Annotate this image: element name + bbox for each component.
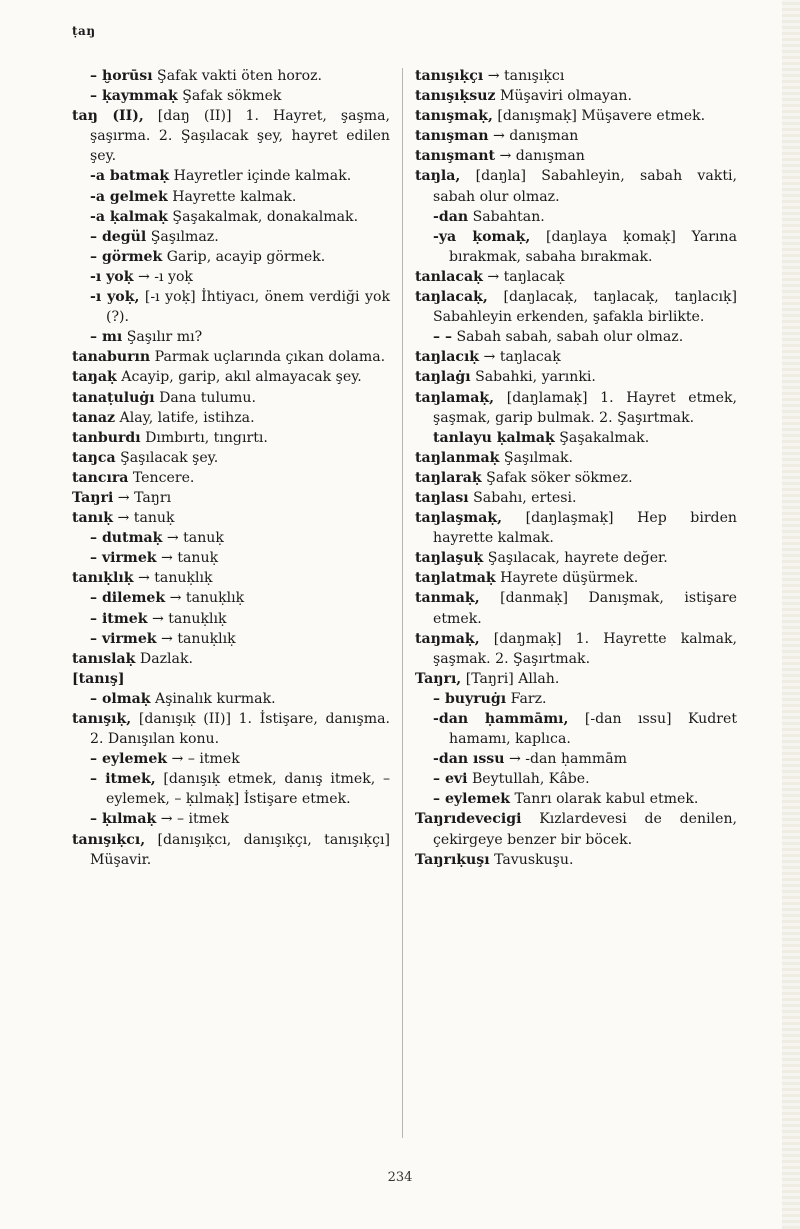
dictionary-entry — [72, 408, 390, 428]
entry-definition: Şaşakalmak, donakalmak. — [167, 208, 359, 225]
dictionary-entry — [415, 146, 737, 166]
entry-definition: → tanuḳlıḳ — [133, 570, 213, 587]
dictionary-entry — [72, 669, 390, 689]
entry-definition: Alay, latife, istihza. — [115, 409, 255, 426]
running-head: ṭaŋ — [72, 24, 96, 38]
entry-headword: – eylemek — [90, 751, 168, 768]
entry-definition: Şaşılır mı? — [122, 329, 203, 346]
entry-headword: tanaṭuluġı — [72, 389, 155, 406]
entry-definition: Şaşılacak, hayrete değer. — [483, 550, 668, 567]
entry-definition: Tanrı olarak kabul etmek. — [510, 791, 699, 808]
entry-definition: [daŋlaya ḳomaḳ] Yarına bırakmak, sabaha bırakmak. — [449, 228, 737, 265]
entry-definition: [-dan ıssu] Kudret hamamı, kaplıca. — [449, 711, 737, 748]
entry-headword: – degül — [90, 228, 147, 245]
dictionary-entry — [72, 367, 390, 387]
entry-headword: -a gelmek — [90, 188, 168, 205]
entry-headword: – itmek — [90, 610, 148, 627]
entry-headword: -ı yoḳ, — [90, 289, 140, 306]
page-edge-texture — [782, 0, 800, 1229]
dictionary-entry — [72, 86, 390, 106]
entry-headword: taŋaḳ — [72, 369, 117, 386]
dictionary-entry — [415, 287, 737, 327]
entry-headword: tanışıḳçı — [415, 68, 484, 84]
page-number: 234 — [387, 1170, 413, 1185]
dictionary-entry — [415, 809, 737, 849]
entry-definition: Tavuskuşu. — [489, 851, 574, 868]
entry-headword: tanıḳlıḳ — [72, 570, 134, 587]
dictionary-entry — [72, 227, 390, 247]
entry-definition: Garip, acayip görmek. — [162, 248, 326, 265]
dictionary-entry — [72, 267, 390, 287]
entry-headword: tanaburın — [72, 349, 151, 366]
entry-definition: [daŋla] Sabahleyin, sabah vakti, sabah olur olmaz. — [433, 168, 737, 205]
dictionary-entry — [72, 609, 390, 629]
entry-headword: taŋlaġı — [415, 369, 471, 386]
dictionary-entry — [72, 709, 390, 749]
dictionary-entry — [72, 388, 390, 408]
dictionary-entry — [72, 769, 390, 809]
entry-headword: tanıḳ — [72, 510, 114, 527]
entry-definition: [-ı yoḳ] İhtiyacı, önem verdiği yok (?). — [106, 289, 390, 326]
entry-headword: -dan ḥammāmı, — [433, 711, 569, 727]
dictionary-entry — [415, 789, 737, 809]
entry-headword: taŋ (II), — [72, 108, 144, 125]
entry-headword: tanışıḳcı, — [72, 831, 146, 848]
entry-definition: → tanuḳlıḳ — [156, 630, 236, 647]
dictionary-entry — [415, 508, 737, 548]
entry-definition: [danmaḳ] Danışmak, istişare etmek. — [433, 590, 737, 627]
entry-definition: Beytullah, Kâbe. — [467, 771, 590, 788]
dictionary-entry — [72, 568, 390, 588]
dictionary-entry — [72, 66, 390, 86]
entry-headword: – evi — [433, 771, 468, 788]
entry-headword: taŋlacıḳ — [415, 349, 480, 366]
entry-headword: – dutmaḳ — [90, 530, 163, 547]
entry-headword: – ḳılmaḳ — [90, 811, 157, 828]
dictionary-entry — [415, 388, 737, 428]
entry-headword: Taŋrıdevecigi — [415, 811, 522, 828]
dictionary-entry — [415, 126, 737, 146]
entry-headword: taŋlacaḳ, — [415, 289, 488, 306]
entry-headword: taŋlatmaḳ — [415, 570, 496, 587]
entry-headword: – ḳaymmaḳ — [90, 88, 178, 105]
entry-definition: → tanuḳ — [156, 550, 219, 567]
entry-headword: tanaz — [72, 409, 116, 426]
entry-definition: → taŋlacaḳ — [479, 349, 561, 366]
entry-definition: → tanuḳ — [162, 530, 224, 547]
entry-definition: → – itmek — [156, 811, 229, 828]
column-divider — [402, 68, 403, 1138]
entry-headword: -a ḳalmaḳ — [90, 208, 168, 225]
entry-definition: Acayip, garip, akıl almayacak şey. — [116, 369, 362, 386]
entry-headword: – virmek — [90, 630, 157, 647]
entry-headword: Taŋrıḳuşı — [415, 851, 490, 868]
entry-definition: Şafak vakti öten horoz. — [152, 68, 323, 84]
dictionary-entry — [415, 327, 737, 347]
entry-headword: – eylemek — [433, 791, 511, 808]
dictionary-entry — [72, 106, 390, 166]
entry-headword: [tanış] — [72, 670, 125, 687]
dictionary-entry — [415, 448, 737, 468]
entry-headword: tancıra — [72, 469, 129, 486]
entry-definition: [danışıḳ (II)] 1. İstişare, danışma. 2. Danışılan konu. — [90, 711, 390, 748]
dictionary-entry — [415, 709, 737, 749]
dictionary-entry — [415, 166, 737, 206]
dictionary-entry — [415, 488, 737, 508]
entry-headword: taŋla, — [415, 168, 461, 185]
entry-definition: Şaşılacak şey. — [115, 449, 219, 466]
entry-definition: [danışıḳcı, danışıḳçı, tanışıḳçı] Müşavir. — [90, 831, 390, 868]
dictionary-entry — [415, 347, 737, 367]
dictionary-entry — [72, 287, 390, 327]
entry-definition: Hayrette kalmak. — [167, 188, 297, 205]
entry-headword: – görmek — [90, 248, 163, 265]
entry-definition: Şafak söker sökmez. — [481, 469, 633, 486]
entry-headword: – buyruġı — [433, 690, 507, 707]
dictionary-entry — [72, 749, 390, 769]
entry-headword: taŋlanmaḳ — [415, 449, 500, 466]
entry-definition: Sabahki, yarınki. — [470, 369, 596, 386]
entry-headword: tanmaḳ, — [415, 590, 480, 607]
entry-headword: tanışıḳsuz — [415, 88, 496, 105]
dictionary-entry — [72, 166, 390, 186]
entry-headword: tanlayu ḳalmaḳ — [433, 429, 555, 446]
dictionary-entry — [72, 548, 390, 568]
entry-headword: tanışman — [415, 128, 489, 145]
entry-headword: – ḫorūsı — [90, 68, 153, 84]
entry-definition: Dazlak. — [135, 650, 193, 667]
dictionary-entry — [72, 588, 390, 608]
dictionary-entry — [72, 207, 390, 227]
entry-headword: -ı yoḳ — [90, 268, 134, 285]
entry-headword: tanışıḳ, — [72, 711, 132, 727]
dictionary-entry — [415, 749, 737, 769]
dictionary-entry — [415, 548, 737, 568]
entry-headword: taŋlaşuḳ — [415, 550, 484, 567]
entry-headword: – mı — [90, 329, 123, 346]
dictionary-entry — [72, 187, 390, 207]
entry-definition: Tencere. — [128, 469, 195, 486]
entry-definition: → -dan ḥammām — [504, 751, 627, 768]
entry-definition: → tanışıḳcı — [483, 68, 565, 84]
dictionary-entry — [415, 850, 737, 870]
dictionary-entry — [72, 689, 390, 709]
entry-headword: taŋmaḳ, — [415, 630, 480, 647]
dictionary-entry — [72, 327, 390, 347]
entry-headword: tanışmant — [415, 148, 495, 165]
entry-definition: Şaşılmaz. — [146, 228, 219, 245]
dictionary-entry — [415, 367, 737, 387]
entry-headword: Taŋrı, — [415, 670, 462, 687]
dictionary-entry — [415, 428, 737, 448]
dictionary-entry — [72, 649, 390, 669]
entry-headword: tanıslaḳ — [72, 650, 136, 667]
entry-definition: Müşaviri olmayan. — [495, 88, 632, 105]
entry-headword: -dan ıssu — [433, 751, 505, 768]
entry-definition: [daŋlacaḳ, taŋlacaḳ, taŋlacıḳ] Sabahleyin erkenden, şafakla birlikte. — [433, 289, 737, 326]
dictionary-entry — [415, 769, 737, 789]
entry-definition: → – itmek — [167, 751, 240, 768]
entry-definition: Şaşılmak. — [499, 449, 574, 466]
entry-headword: taŋlaşmaḳ, — [415, 510, 503, 527]
entry-definition: Hayrete düşürmek. — [495, 570, 639, 587]
entry-definition: Sabahı, ertesi. — [468, 489, 577, 506]
entry-definition: → danışman — [488, 128, 579, 145]
entry-headword: tanlacaḳ — [415, 268, 483, 285]
entry-definition: Dana tulumu. — [154, 389, 256, 406]
left-column — [72, 66, 390, 870]
entry-headword: -dan — [433, 208, 469, 225]
dictionary-entry — [415, 588, 737, 628]
dictionary-entry — [415, 66, 737, 86]
entry-definition: → taŋlacaḳ — [482, 268, 565, 285]
entry-definition: → tanuḳlıḳ — [147, 610, 227, 627]
entry-headword: – olmaḳ — [90, 690, 151, 707]
entry-headword: taŋlaraḳ — [415, 469, 482, 486]
entry-definition: [daŋmaḳ] 1. Hayrette kalmak, şaşmak. 2. Şaşırtmak. — [433, 630, 737, 667]
dictionary-entry — [415, 468, 737, 488]
dictionary-entry — [72, 508, 390, 528]
dictionary-entry — [72, 830, 390, 870]
dictionary-entry — [72, 347, 390, 367]
entry-headword: Taŋri — [72, 489, 114, 506]
dictionary-entry — [72, 428, 390, 448]
entry-headword: taŋlamaḳ, — [415, 389, 495, 406]
entry-definition: → tanuḳ — [113, 510, 175, 527]
entry-headword: tanışmaḳ, — [415, 108, 493, 125]
dictionary-entry — [415, 267, 737, 287]
dictionary-entry — [72, 528, 390, 548]
dictionary-entry — [72, 629, 390, 649]
entry-definition: [danışıḳ etmek, danış itmek, – eylemek, – ḳılmaḳ] İstişare etmek. — [106, 771, 390, 808]
dictionary-entry — [415, 106, 737, 126]
entry-definition: Şafak sökmek — [177, 88, 282, 105]
entry-definition: [Taŋri] Allah. — [461, 670, 560, 687]
dictionary-entry — [415, 669, 737, 689]
entry-definition: [daŋlamaḳ] 1. Hayret etmek, şaşmak, garip bulmak. 2. Şaşırtmak. — [433, 389, 737, 426]
entry-definition: Kızlardevesi de denilen, çekirgeye benzer bir böcek. — [433, 811, 737, 848]
entry-definition: Şaşakalmak. — [554, 429, 650, 446]
entry-headword: taŋca — [72, 449, 116, 466]
entry-definition: [daŋlaşmaḳ] Hep birden hayrette kalmak. — [433, 510, 737, 547]
dictionary-entry — [72, 247, 390, 267]
entry-definition: [danışmaḳ] Müşavere etmek. — [492, 108, 706, 125]
entry-headword: tanburdı — [72, 429, 141, 446]
dictionary-entry — [415, 568, 737, 588]
entry-headword: – dilemek — [90, 590, 166, 607]
entry-definition: Aşinalık kurmak. — [150, 690, 276, 707]
entry-definition: → -ı yoḳ — [133, 268, 193, 285]
entry-headword: taŋlası — [415, 489, 469, 506]
entry-definition: [daŋ (II)] 1. Hayret, şaşma, şaşırma. 2. Şaşılacak şey, hayret edilen şey. — [90, 108, 390, 165]
dictionary-entry — [72, 468, 390, 488]
dictionary-entry — [415, 86, 737, 106]
entry-definition: Parmak uçlarında çıkan dolama. — [150, 349, 386, 366]
entry-definition: Sabah sabah, sabah olur olmaz. — [452, 329, 684, 346]
entry-headword: -ya ḳomaḳ, — [433, 228, 531, 245]
entry-headword: -a batmaḳ — [90, 168, 170, 185]
entry-definition: Farz. — [506, 690, 547, 707]
dictionary-entry — [415, 689, 737, 709]
entry-definition: → danışman — [494, 148, 585, 165]
entry-headword: – virmek — [90, 550, 157, 567]
dictionary-entry — [72, 448, 390, 468]
dictionary-entry — [72, 488, 390, 508]
entry-definition: Hayretler içinde kalmak. — [169, 168, 352, 185]
entry-definition: → tanuḳlıḳ — [165, 590, 245, 607]
dictionary-entry — [415, 207, 737, 227]
dictionary-entry — [415, 227, 737, 267]
entry-headword: – – — [433, 329, 453, 346]
entry-definition: Sabahtan. — [468, 208, 545, 225]
right-column — [415, 66, 737, 870]
dictionary-entry — [72, 809, 390, 829]
entry-definition: → Taŋrı — [113, 489, 172, 506]
entry-headword: – itmek, — [90, 771, 156, 788]
dictionary-entry — [415, 629, 737, 669]
entry-definition: Dımbırtı, tıngırtı. — [140, 429, 268, 446]
